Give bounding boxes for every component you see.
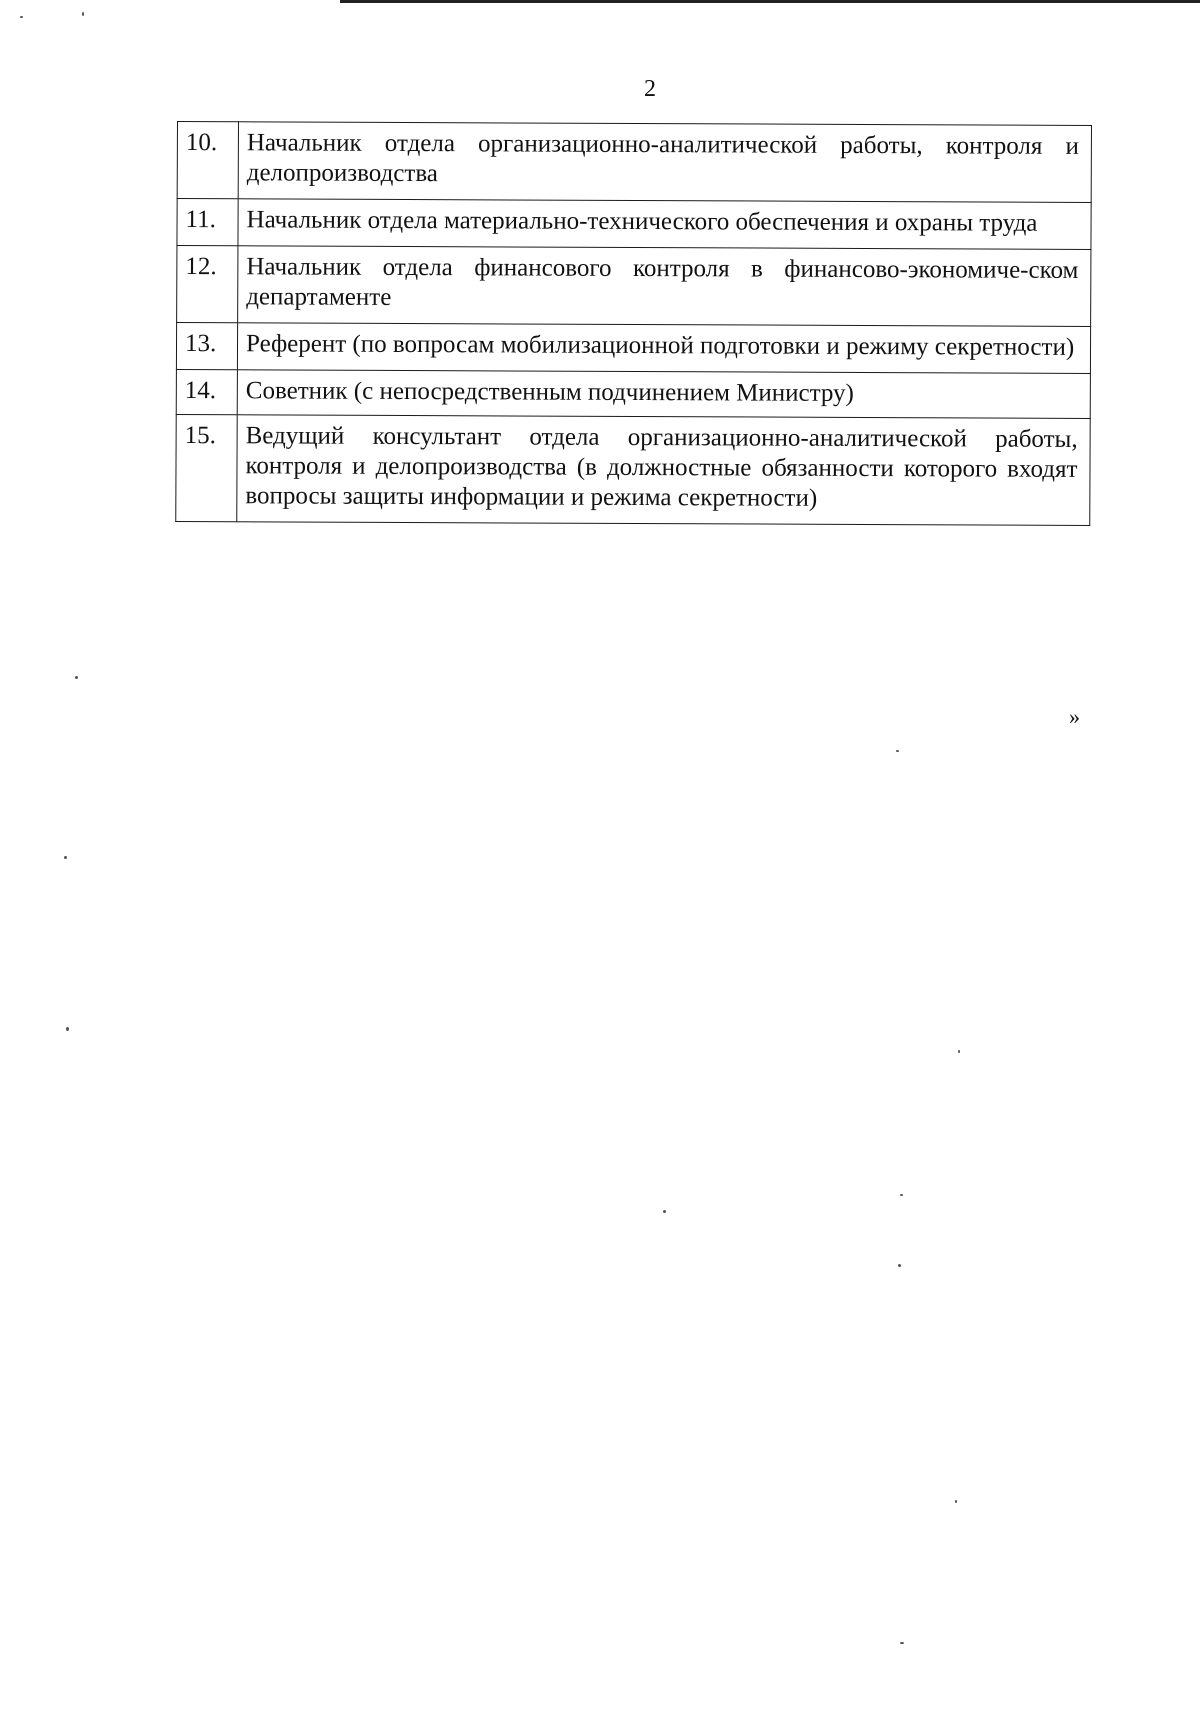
row-number: 14. [176,369,237,414]
table-row [176,414,1090,525]
closing-quote: » [1069,704,1080,729]
row-number: 13. [176,323,237,370]
scan-speck [958,1050,960,1053]
position-title: Начальник отдела финансового контроля в финансово-экономиче-ском департаменте [238,246,1091,327]
position-title: Начальник отдела организационно-аналитической работы, контроля и делопроизводства [238,122,1091,203]
scan-speck [20,16,23,18]
scan-speck [82,12,84,16]
row-number: 12. [177,246,238,323]
scan-speck [64,856,67,859]
scan-speck [896,750,899,752]
position-title: Начальник отдела материально-технического обеспечения и охраны труда [238,199,1091,250]
scan-speck [955,1500,957,1503]
position-title: Советник (с непосредственным подчинением Министру) [237,370,1090,419]
positions-table [175,121,1092,526]
position-title: Референт (по вопросам мобилизационной подготовки и режиму секретности) [237,323,1090,374]
scan-speck [900,1642,904,1644]
table-row [176,323,1090,374]
scan-speck [900,1194,903,1196]
table-row [177,199,1091,250]
row-number: 11. [177,199,238,246]
scan-speck [898,1264,901,1267]
row-number: 10. [177,122,238,199]
scan-speck [75,676,78,679]
page-number: 2 [644,76,656,102]
scan-speck [663,1210,666,1213]
table-row [177,246,1091,327]
scan-edge-line [340,0,1200,3]
scan-speck [66,1027,69,1031]
row-number: 15. [176,414,237,521]
table-row [177,122,1091,203]
position-title: Ведущий консультант отдела организационно-аналитической работы, контроля и делопроизводства (в должностные обязанности которого входят вопросы защиты информации и режима секретности) [237,415,1090,526]
table-row [176,369,1090,418]
